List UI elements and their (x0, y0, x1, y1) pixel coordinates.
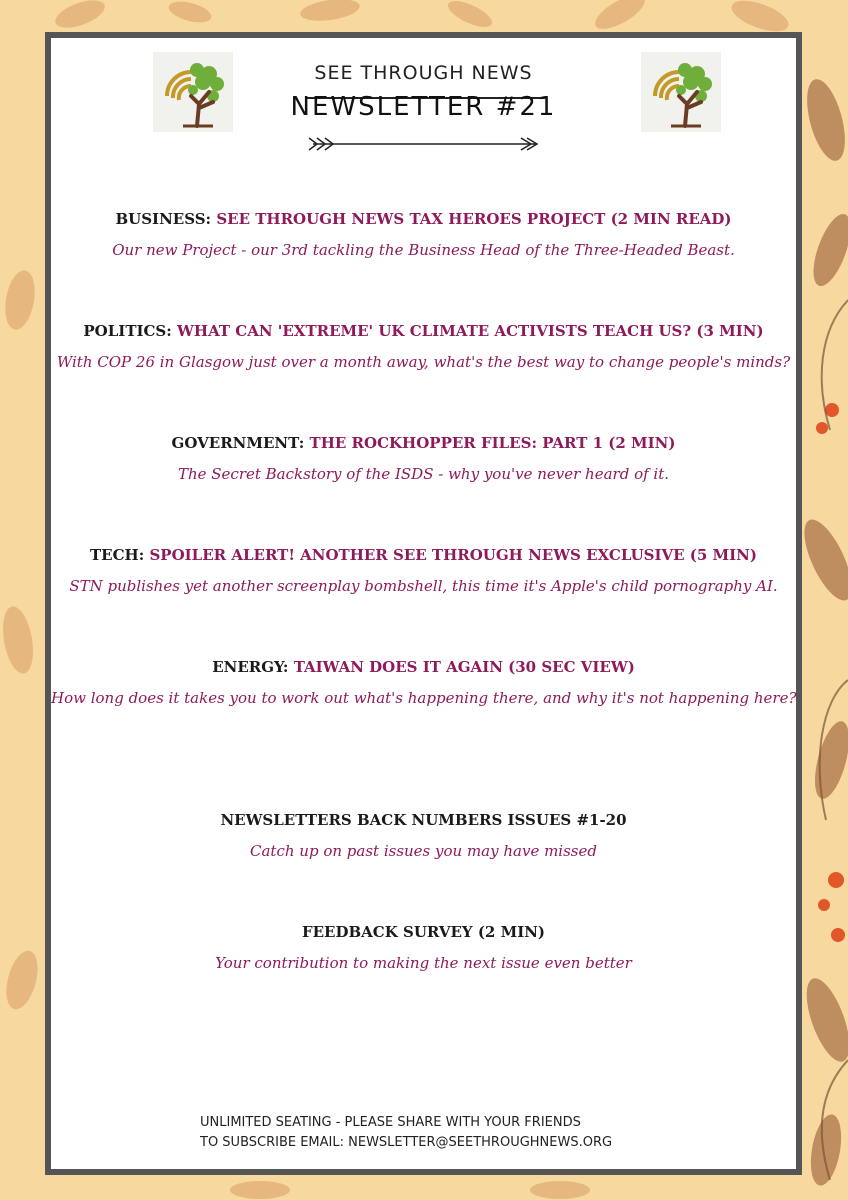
back-numbers-section (51, 811, 796, 860)
article-description: With COP 26 in Glasgow just over a month away, what's the best way to change people's minds? (56, 353, 791, 371)
brand-name: SEE THROUGH NEWS (314, 62, 533, 84)
article-category: BUSINESS: (115, 210, 212, 228)
article-business (51, 210, 796, 259)
arrow-divider-icon (305, 134, 545, 154)
issue-title: NEWSLETTER #21 (290, 92, 557, 122)
article-link[interactable]: THE ROCKHOPPER FILES: PART 1 (2 MIN) (309, 434, 676, 452)
footer-subscribe-text[interactable]: TO SUBSCRIBE EMAIL: NEWSLETTER@SEETHROUGHNEWS.ORG (200, 1135, 613, 1150)
article-description: Our new Project - our 3rd tackling the Business Head of the Three-Headed Beast. (112, 241, 735, 259)
article-link[interactable]: WHAT CAN 'EXTREME' UK CLIMATE ACTIVISTS TEACH US? (3 MIN) (177, 322, 764, 340)
article-description: How long does it takes you to work out what's happening there, and why it's not happening here? (51, 689, 797, 707)
footer (200, 1113, 612, 1153)
footer-share-text: UNLIMITED SEATING - PLEASE SHARE WITH YOUR FRIENDS (200, 1115, 581, 1130)
article-category: POLITICS: (83, 322, 172, 340)
article-energy (51, 658, 796, 707)
back-numbers-description: Catch up on past issues you may have missed (250, 842, 597, 860)
article-politics (51, 322, 796, 371)
article-category: ENERGY: (212, 658, 289, 676)
article-government (51, 434, 796, 483)
article-link[interactable]: SPOILER ALERT! ANOTHER SEE THROUGH NEWS EXCLUSIVE (5 MIN) (149, 546, 757, 564)
article-category: TECH: (89, 546, 145, 564)
article-tech (51, 546, 796, 595)
article-description: STN publishes yet another screenplay bombshell, this time it's Apple's child pornography AI. (69, 577, 778, 595)
newsletter-card (45, 32, 802, 1175)
article-category: GOVERNMENT: (171, 434, 305, 452)
back-numbers-link[interactable]: NEWSLETTERS BACK NUMBERS ISSUES #1-20 (220, 811, 627, 829)
feedback-survey-link[interactable]: FEEDBACK SURVEY (2 MIN) (301, 923, 546, 941)
article-link[interactable]: TAIWAN DOES IT AGAIN (30 SEC VIEW) (293, 658, 635, 676)
feedback-survey-section (51, 923, 796, 972)
article-link[interactable]: SEE THROUGH NEWS TAX HEROES PROJECT (2 MIN READ) (216, 210, 732, 228)
article-description: The Secret Backstory of the ISDS - why you've never heard of it. (177, 465, 670, 483)
feedback-survey-description: Your contribution to making the next issue even better (215, 954, 632, 972)
